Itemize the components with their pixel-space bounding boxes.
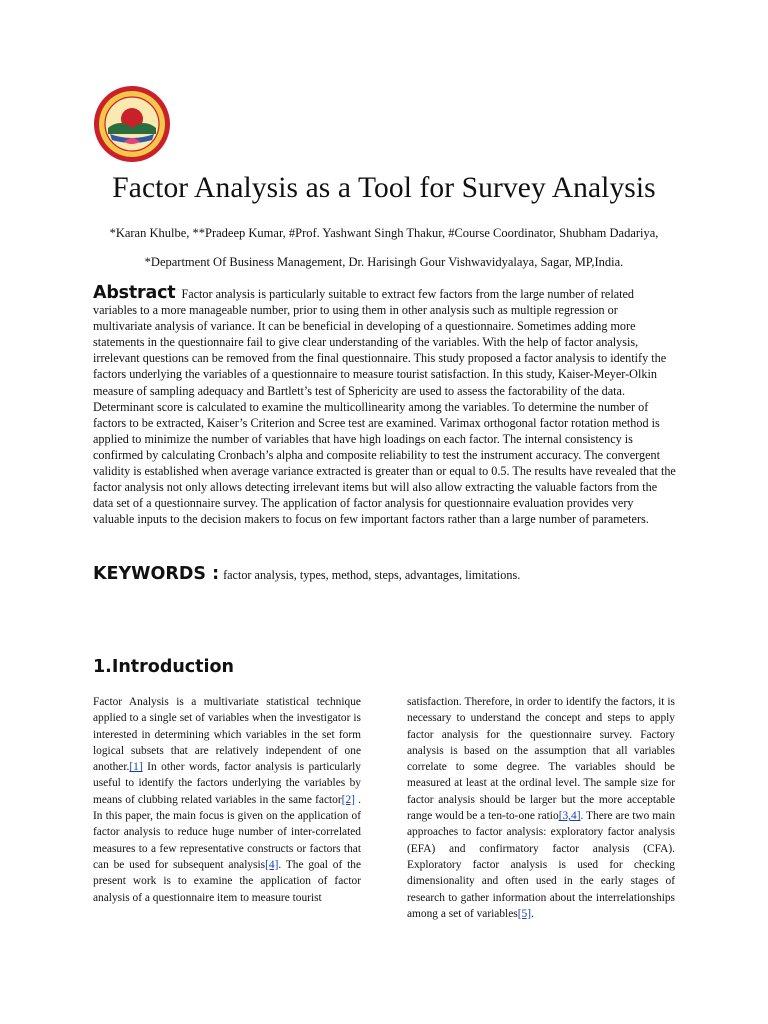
section-heading-introduction: 1.Introduction xyxy=(93,657,235,677)
paragraph-text: Factor Analysis is a multivariate statistical technique applied to a single set of variables when the investigator is interested in determining which variables in the set form logical subsets that are relatively independent of one another. xyxy=(93,696,361,774)
citation-link[interactable]: [2] xyxy=(341,793,355,806)
abstract xyxy=(93,285,676,527)
paragraph-text: . The goal of the present work is to examine the application of factor analysis of a questionnaire item to measure tourist xyxy=(93,858,361,904)
university-seal-icon xyxy=(92,84,172,164)
citation-link[interactable]: [4] xyxy=(265,858,279,871)
paragraph-text: satisfaction. Therefore, in order to identify the factors, it is necessary to understand the concept and steps to apply factor analysis for the questionnaire survey. Factory analysis is based on the assumption that all variables correlate to some degree. The variables should be measured at least at the ordinal level. The sample size for factor analysis should be larger but the more acceptable range would be a ten-to-one ratio xyxy=(407,696,675,823)
abstract-heading: Abstract xyxy=(93,283,176,303)
citation-link[interactable]: [1] xyxy=(129,761,143,774)
author-list: *Karan Khulbe, **Pradeep Kumar, #Prof. Yashwant Singh Thakur, #Course Coordinator, Shubham Dadariya, xyxy=(109,226,659,240)
paragraph-text: . xyxy=(531,907,534,920)
paragraph-text: In other words, factor analysis is particularly useful to identify the factors underlying the variables by means of clubbing related variables in the same factor xyxy=(93,761,361,806)
keywords xyxy=(93,564,676,584)
keywords-heading: KEYWORDS : xyxy=(93,564,220,584)
citation-link[interactable]: [5] xyxy=(517,907,531,920)
abstract-text: Factor analysis is particularly suitable to extract few factors from the large number of related variables to a more manageable number, prior to using them in other analysis such as multiple regression or multivariate analysis of variance. It can be beneficial in developing of a questionnaire. Sometimes adding more statements in the questionnaire fail to give clear understanding of the variables. With the help of factor analysis, irrelevant questions can be removed from the final questionnaire. This study proposed a factor analysis to identify the factors underlying the variables of a questionnaire to measure tourist satisfaction. In this study, Kaiser-Meyer-Olkin measure of sampling adequacy and Bartlett’s test of Sphericity are used to assess the factorability of the data. Determinant score is calculated to examine the multicollinearity among the variables. To determine the number of factors to be extracted, Kaiser’s Criterion and Scree test are examined. Varimax orthogonal factor rotation method is applied to minimize the number of variables that have high loadings on each factor. The internal consistency is confirmed by calculating Cronbach’s alpha and composite reliability to test the instrument accuracy. The convergent validity is established when average variance extracted is greater than or equal to 0.5. The results have revealed that the factor analysis not only allows detecting irrelevant items but will also allow extracting the valuable factors from the data set of a questionnaire survey. The application of factor analysis for questionnaire evaluation provides very valuable inputs to the decision makers to focus on few important factors rather than a large number of parameters. xyxy=(93,287,676,527)
paper-title: Factor Analysis as a Tool for Survey Analysis xyxy=(112,172,656,204)
affiliation: *Department Of Business Management, Dr. Harisingh Gour Vishwavidyalaya, Sagar, MP,India. xyxy=(144,255,624,269)
intro-column-left xyxy=(93,694,361,906)
keywords-text: factor analysis, types, method, steps, advantages, limitations. xyxy=(223,568,521,582)
intro-column-right xyxy=(407,694,675,922)
paragraph-text: . There are two main approaches to factor analysis: exploratory factor analysis (EFA) and confirmatory factor analysis (CFA). Exploratory factor analysis is used for checking dimensionality and often used in the early stages of research to gather information about the interrelationships among a set of variables xyxy=(407,810,676,920)
paragraph-text: . In this paper, the main focus is given on the application of factor analysis to reduce huge number of inter-correlated measures to a few representative constructs or factors that can be used for subsequent analysis xyxy=(93,793,361,871)
citation-link[interactable]: [3,4] xyxy=(558,810,581,823)
